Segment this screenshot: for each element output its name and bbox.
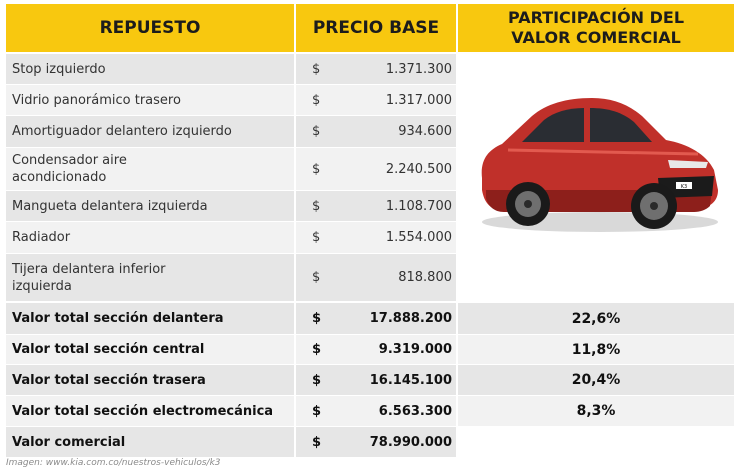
currency-symbol: $ [312, 124, 321, 139]
total-row [6, 427, 456, 457]
part-name: Vidrio panorámico trasero [6, 85, 294, 115]
currency-symbol: $ [312, 311, 322, 326]
part-price [296, 222, 456, 253]
part-row [6, 54, 456, 84]
part-price [296, 254, 456, 301]
price-value: 2.240.500 [385, 161, 452, 177]
participation-value: 8,3% [458, 396, 734, 426]
header-precio-base [296, 4, 456, 52]
participation-value: 20,4% [458, 365, 734, 395]
car-plate-text: K3 [680, 184, 688, 190]
part-row [6, 254, 456, 301]
price-value: 17.888.200 [369, 311, 452, 326]
part-name: Stop izquierdo [6, 54, 294, 84]
total-row [6, 335, 456, 364]
part-name-line1: Condensador aire [12, 153, 127, 168]
header-repuesto-label: REPUESTO [99, 18, 201, 38]
total-price [296, 335, 456, 364]
total-price [296, 303, 456, 334]
participation-value: 22,6% [458, 303, 734, 334]
part-price [296, 148, 456, 190]
part-name-line1: Tijera delantera inferior [12, 261, 166, 277]
part-name-line2: izquierda [12, 278, 72, 294]
price-value: 1.371.300 [385, 61, 452, 77]
total-row [6, 303, 456, 334]
currency-symbol: $ [312, 270, 321, 285]
header-participacion [458, 4, 734, 52]
header-precio-label: PRECIO BASE [312, 18, 440, 38]
price-value: 1.317.000 [385, 92, 452, 108]
header-participacion-line1: PARTICIPACIÓN DEL [507, 8, 685, 27]
header-participacion-line2: VALOR COMERCIAL [511, 28, 681, 47]
total-price [296, 365, 456, 395]
price-value: 1.108.700 [385, 198, 452, 214]
total-label: Valor total sección electromecánica [6, 396, 294, 426]
part-row [6, 85, 456, 115]
price-value: 16.145.100 [369, 372, 452, 388]
part-name: Radiador [6, 222, 294, 253]
part-price [296, 191, 456, 221]
total-label: Valor comercial [6, 427, 294, 457]
currency-symbol: $ [312, 230, 321, 245]
price-value: 1.554.000 [385, 230, 452, 245]
currency-symbol: $ [312, 198, 321, 214]
total-label: Valor total sección trasera [6, 365, 294, 395]
currency-symbol: $ [312, 92, 321, 108]
price-value: 9.319.000 [378, 342, 452, 357]
total-row [6, 396, 456, 426]
participation-value: 11,8% [458, 335, 734, 364]
part-name: Amortiguador delantero izquierdo [6, 116, 294, 147]
currency-symbol: $ [312, 434, 322, 450]
part-name [6, 148, 294, 190]
part-name [6, 254, 294, 301]
car-image [462, 50, 730, 246]
part-row [6, 116, 456, 147]
part-price [296, 116, 456, 147]
price-value: 6.563.300 [378, 403, 452, 419]
price-value: 78.990.000 [369, 434, 452, 450]
part-name-line2: acondicionado [12, 170, 107, 185]
part-price [296, 85, 456, 115]
price-value: 934.600 [398, 124, 452, 139]
total-label: Valor total sección central [6, 335, 294, 364]
price-value: 818.800 [398, 270, 452, 285]
currency-symbol: $ [312, 61, 321, 77]
currency-symbol: $ [312, 342, 322, 357]
part-price [296, 54, 456, 84]
part-row [6, 191, 456, 221]
part-name: Mangueta delantera izquierda [6, 191, 294, 221]
total-label: Valor total sección delantera [6, 303, 294, 334]
currency-symbol: $ [312, 161, 321, 177]
total-price [296, 396, 456, 426]
part-row [6, 148, 456, 190]
currency-symbol: $ [312, 403, 322, 419]
currency-symbol: $ [312, 372, 322, 388]
part-row [6, 222, 456, 253]
header-repuesto [6, 4, 294, 52]
total-price [296, 427, 456, 457]
image-caption: Imagen: www.kia.com.co/nuestros-vehiculos/k3 [6, 458, 221, 468]
total-row [6, 365, 456, 395]
